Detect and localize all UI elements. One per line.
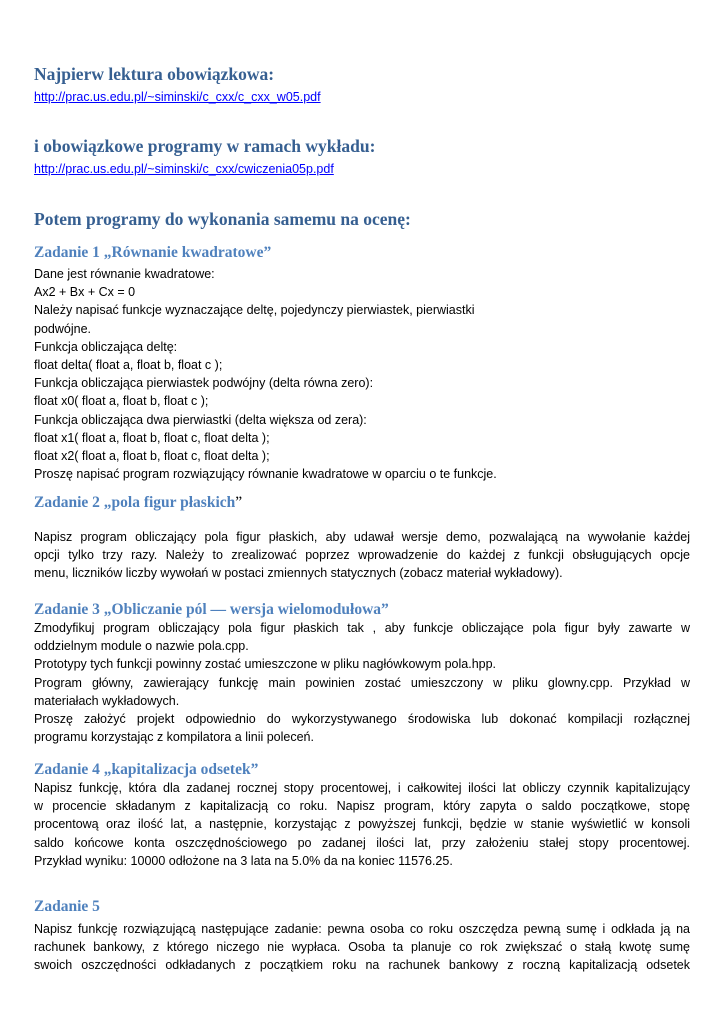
text-line: w procencie składanym z kapitalizacją co roku. Napisz program, który zapyta o saldo początkowe, stopę bbox=[34, 799, 690, 814]
text-line: Program główny, zawierający funkcję main powinien zostać umieszczony w pliku glowny.cpp. Przykład w bbox=[34, 675, 690, 690]
heading-required-programs: i obowiązkowe programy w ramach wykładu: bbox=[34, 136, 376, 156]
task2-heading-quote: ” bbox=[235, 494, 243, 511]
text-line: Napisz funkcję, która dla zadanej rocznej stopy procentowej, i całkowitej ilości lat obliczy czynnik kapitalizujący bbox=[34, 781, 690, 795]
heading-graded-programs: Potem programy do wykonania samemu na ocenę: bbox=[34, 209, 411, 229]
text-line: Proszę założyć projekt odpowiednio do wykorzystywanego środowiska lub dokonać kompilacji rozłącznej bbox=[34, 712, 690, 727]
text-line: opcji tylko trzy razy. Należy to zrealizować poprzez wprowadzenie do każdej z funkcji obsługujących opcje bbox=[34, 548, 690, 563]
task1-heading: Zadanie 1 „Równanie kwadratowe” bbox=[34, 244, 272, 261]
text-line: materiałach wykładowych. bbox=[34, 693, 180, 708]
task1-body bbox=[34, 265, 497, 483]
text-line: Proszę napisać program rozwiązujący równanie kwadratowe w oparciu o te funkcje. bbox=[34, 467, 497, 482]
text-line: oddzielnym module o nazwie pola.cpp. bbox=[34, 639, 249, 654]
task2-heading-text: Zadanie 2 „pola figur płaskich bbox=[34, 494, 236, 511]
text-line: float x0( float a, float b, float c ); bbox=[34, 394, 209, 409]
task5-heading: Zadanie 5 bbox=[34, 898, 100, 915]
text-line: menu, liczników liczby wywołań w postaci zmiennych statycznych (zobacz materiał wykładowy). bbox=[34, 566, 563, 581]
text-line: Dane jest równanie kwadratowe: bbox=[34, 267, 215, 281]
text-line: procentową oraz ilość lat, a następnie, korzystając z powyższej funkcji, będzie w stanie wyświetlić w konsoli bbox=[34, 817, 690, 832]
task3-body bbox=[34, 619, 690, 746]
text-line: Napisz program obliczający pola figur płaskich, aby udawał wersje demo, pozwalającą na wywołanie każdej bbox=[34, 530, 690, 544]
task3-heading: Zadanie 3 „Obliczanie pól — wersja wielomodułowa” bbox=[34, 601, 389, 618]
text-line: float x1( float a, float b, float c, float delta ); bbox=[34, 430, 270, 445]
task4-body bbox=[34, 779, 690, 870]
text-line: Przykład wyniku: 10000 odłożone na 3 lata na 5.0% da na koniec 11576.25. bbox=[34, 853, 453, 868]
heading-required-reading: Najpierw lektura obowiązkowa: bbox=[34, 64, 275, 84]
text-line: Prototypy tych funkcji powinny zostać umieszczone w pliku nagłówkowym pola.hpp. bbox=[34, 657, 497, 672]
task4-heading: Zadanie 4 „kapitalizacja odsetek” bbox=[34, 761, 259, 778]
text-line: Funkcja obliczająca dwa pierwiastki (delta większa od zera): bbox=[34, 412, 367, 427]
text-line: podwójne. bbox=[34, 321, 91, 336]
text-line: float delta( float a, float b, float c ); bbox=[34, 358, 223, 373]
text-line: Napisz funkcję rozwiązującą następujące zadanie: pewna osoba co roku oszczędza pewną sumę i odkłada ją na bbox=[34, 922, 690, 936]
text-line: Zmodyfikuj program obliczający pola figur płaskich tak , aby funkcje obliczające pola figur były zawarte w bbox=[34, 621, 690, 635]
text-line: Funkcja obliczająca pierwiastek podwójny (delta równa zero): bbox=[34, 376, 374, 391]
text-line: programu korzystając z kompilatora a linii poleceń. bbox=[34, 730, 314, 745]
task2-body bbox=[34, 528, 690, 583]
task5-body bbox=[34, 920, 690, 975]
link-lecture-pdf[interactable]: http://prac.us.edu.pl/~siminski/c_cxx/c_cxx_w05.pdf bbox=[34, 90, 321, 104]
text-line: Należy napisać funkcje wyznaczające deltę, pojedynczy pierwiastek, pierwiastki bbox=[34, 303, 475, 318]
link-exercises-pdf[interactable]: http://prac.us.edu.pl/~siminski/c_cxx/cwiczenia05p.pdf bbox=[34, 162, 334, 176]
text-line: swoich oszczędności odkładanych z początkiem roku na rachunek bankowy z roczną kapitalizacją odsetek bbox=[34, 958, 690, 973]
text-line: Ax2 + Bx + Cx = 0 bbox=[34, 285, 136, 300]
text-line: saldo końcowe konta oszczędnościowego po zadanej ilości lat, przy założeniu stałej stopy procentowej. bbox=[34, 835, 690, 850]
text-line: float x2( float a, float b, float c, float delta ); bbox=[34, 449, 270, 464]
task2-heading bbox=[34, 493, 242, 513]
text-line: rachunek bankowy, z którego niczego nie wypłaca. Osoba ta planuje co rok zwiększać o stałą kwotę sumę bbox=[34, 940, 690, 955]
text-line: Funkcja obliczająca deltę: bbox=[34, 339, 178, 354]
